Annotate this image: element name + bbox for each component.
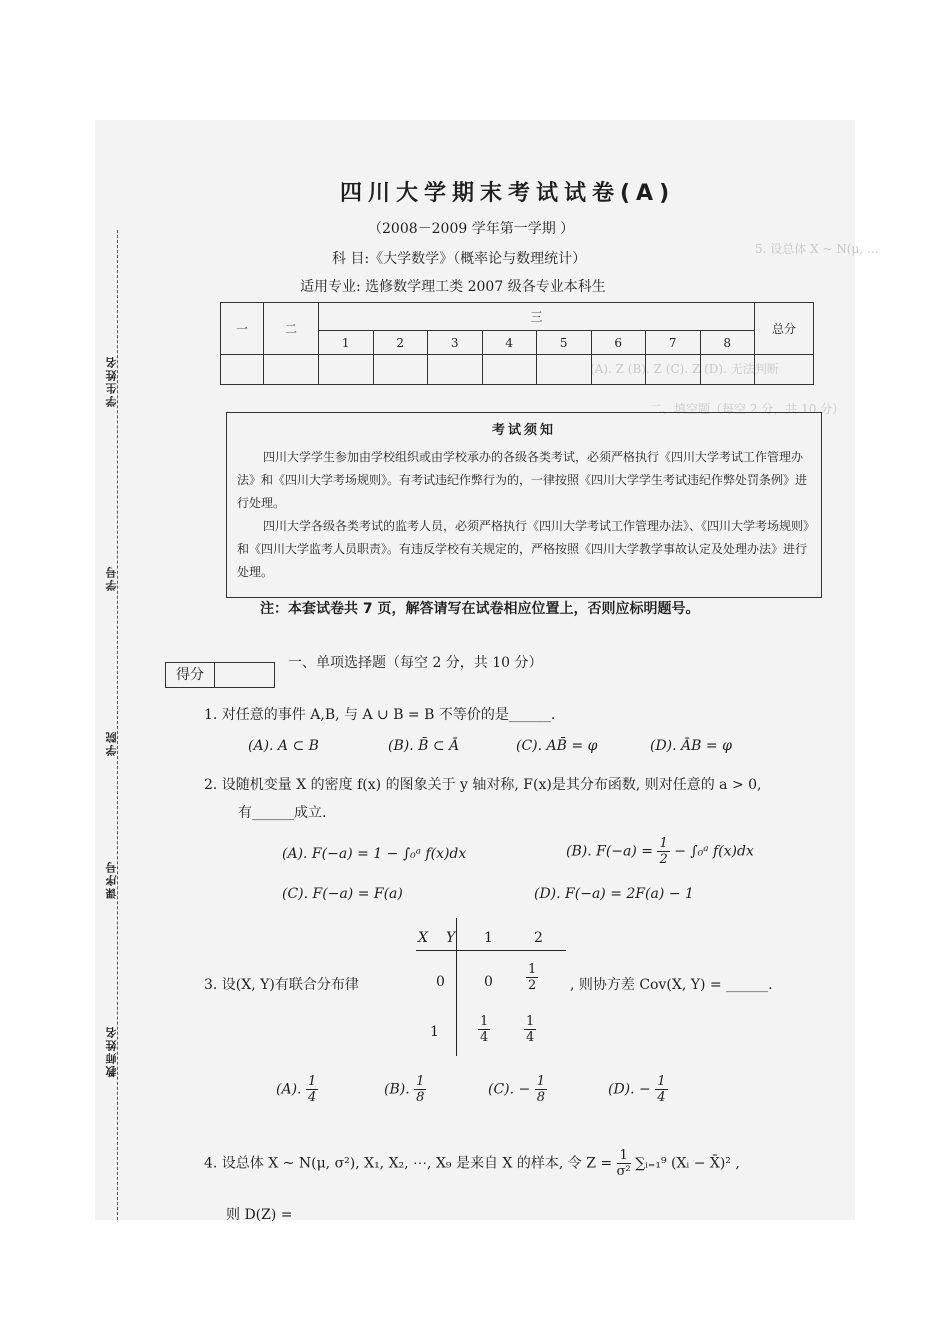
score-cell[interactable] (755, 355, 814, 385)
frac-num: 1 (617, 1148, 631, 1164)
score-sub-3: 3 (428, 331, 483, 355)
q2-option-b-post: − ∫₀ᵃ f(x)dx (674, 843, 754, 860)
dist-col-2: 2 (534, 930, 543, 946)
score-cell[interactable] (700, 355, 755, 385)
dist-corner-x: X (418, 930, 428, 946)
q2-option-b-pre: (B). F(−a) = (566, 843, 654, 860)
q3-option-a (276, 1074, 318, 1105)
score-col-1: 一 (221, 303, 264, 355)
q4-stem-text: 4. 设总体 X ~ N(μ, σ²), X₁, X₂, ⋯, X₉ 是来自 X 的样本, 令 Z = (204, 1155, 613, 1172)
exam-subject: 科 目:《大学数学》（概率论与数理统计） (332, 251, 587, 267)
frac-num: 1 (416, 1074, 425, 1089)
dist-col-1: 1 (484, 930, 493, 946)
q2-stem-cont: 有______成立. (238, 805, 327, 821)
frac-den: 8 (416, 1090, 425, 1105)
q4-stem (204, 1148, 740, 1179)
q2-option-b-frac (657, 836, 669, 867)
q1-option-b: (B). B̄ ⊂ Ā (388, 738, 460, 754)
section-score-input[interactable] (215, 663, 274, 687)
q4-stem-cont: 则 D(Z) = (226, 1207, 293, 1223)
q3-option-b (384, 1074, 426, 1105)
frac-den: 4 (526, 1030, 535, 1045)
q2-option-d: (D). F(−a) = 2F(a) − 1 (534, 886, 694, 902)
frac-num: 1 (659, 836, 668, 851)
q2-stem: 2. 设随机变量 X 的密度 f(x) 的图象关于 y 轴对称, F(x)是其分布函数, 则对任意的 a > 0, (204, 777, 762, 793)
score-sub-5: 5 (537, 331, 592, 355)
q2-option-c: (C). F(−a) = F(a) (282, 886, 403, 902)
section-score-label: 得分 (166, 663, 215, 687)
dist-vertical-line (456, 918, 457, 1056)
frac-num: 1 (307, 1074, 317, 1089)
section-title: 一、单项选择题（每空 2 分，共 10 分） (288, 655, 543, 671)
exam-major: 适用专业: 选修数学理工类 2007 级各专业本科生 (300, 279, 606, 295)
dist-cell-1-2 (524, 1014, 536, 1045)
score-sub-8: 8 (700, 331, 755, 355)
option-label: (C). − (488, 1081, 531, 1098)
score-sub-4: 4 (482, 331, 537, 355)
dist-corner-y: Y (446, 930, 456, 946)
score-sub-2: 2 (373, 331, 428, 355)
q3-stem: 3. 设(X, Y)有联合分布律 (204, 977, 359, 993)
q1-option-d: (D). ĀB = φ (650, 738, 732, 754)
option-label: (B). (384, 1081, 410, 1098)
college-label: 学院 (105, 730, 118, 756)
frac-num: 1 (526, 1014, 535, 1029)
bleed-text-3: 二、填空题（每空 2 分，共 10 分） (650, 402, 845, 416)
notice-title: 考试须知 (491, 423, 556, 438)
dist-cell-0-1: 0 (484, 974, 493, 990)
score-col-2: 二 (264, 303, 319, 355)
section-score-box (165, 662, 275, 688)
frac-den: 2 (659, 852, 668, 867)
option-label: (D). − (608, 1081, 651, 1098)
option-label: (A). (276, 1081, 302, 1098)
score-cell[interactable] (373, 355, 428, 385)
frac-den: 8 (536, 1090, 546, 1105)
student-name-label: 学生姓名 (105, 355, 118, 407)
frac-den: 4 (480, 1030, 489, 1045)
exam-title: 四川大学期末考试试卷(A) (340, 181, 676, 206)
q2-option-b (566, 836, 754, 867)
score-col-3: 三 (319, 303, 755, 331)
q3-option-d (608, 1074, 668, 1105)
frac-den: σ² (616, 1164, 631, 1179)
q1-stem: 1. 对任意的事件 A,B, 与 A ∪ B = B 不等价的是______. (204, 707, 556, 723)
q2-option-a: (A). F(−a) = 1 − ∫₀ᵃ f(x)dx (282, 846, 467, 862)
dist-cell-0-2 (526, 962, 538, 993)
frac-num: 1 (657, 1074, 666, 1089)
notice-paragraph-1: 四川大学学生参加由学校组织或由学校承办的各级各类考试，必须严格执行《四川大学考试工作管理办法》和《四川大学考场规则》。有考试违纪作弊行为的，一律按照《四川大学学生考试违纪作弊处罚条例》进行处理。 (237, 450, 808, 510)
dist-row-0: 0 (436, 974, 445, 990)
score-table (220, 302, 814, 385)
teacher-name-label: 教师姓名 (105, 1025, 118, 1077)
dist-horizontal-line (416, 950, 566, 951)
score-cell[interactable] (264, 355, 319, 385)
frac-den: 4 (657, 1090, 666, 1105)
exam-notice (226, 412, 822, 598)
frac-num: 1 (536, 1074, 546, 1089)
dist-row-1: 1 (430, 1024, 439, 1040)
score-cell[interactable] (319, 355, 374, 385)
course-no-label: 课序号 (105, 860, 118, 899)
q1-option-a: (A). A ⊂ B (248, 738, 319, 754)
notice-paragraph-2: 四川大学各级各类考试的监考人员，必须严格执行《四川大学考试工作管理办法》、《四川大学考场规则》和《四川大学监考人员职责》。有违反学校有关规定的，严格按照《四川大学教学事故认定及处理办法》进行处理。 (237, 519, 810, 579)
frac-num: 1 (480, 1014, 489, 1029)
exam-term: （2008－2009 学年第一学期 ） (368, 221, 575, 237)
score-cell[interactable] (428, 355, 483, 385)
bleed-text-1: 5. 设总体 X ~ N(μ, … (755, 242, 879, 256)
exam-note: 注：本套试卷共 7 页，解答请写在试卷相应位置上，否则应标明题号。 (260, 601, 700, 617)
score-sub-7: 7 (646, 331, 701, 355)
score-cell[interactable] (537, 355, 592, 385)
q3-option-c (488, 1074, 547, 1105)
score-sub-1: 1 (319, 331, 374, 355)
score-total: 总分 (755, 303, 814, 355)
score-cell[interactable] (482, 355, 537, 385)
frac-den: 4 (307, 1090, 317, 1105)
q1-option-c: (C). AB̄ = φ (516, 738, 598, 754)
dist-cell-1-1 (478, 1014, 490, 1045)
q4-sum: ∑ᵢ₌₁⁹ (Xᵢ − X̄)² , (635, 1155, 740, 1172)
score-cell[interactable] (646, 355, 701, 385)
score-cell[interactable] (221, 355, 264, 385)
score-sub-6: 6 (591, 331, 646, 355)
frac-den: 2 (528, 978, 537, 993)
student-id-label: 学号 (105, 565, 118, 591)
q3-cov: , 则协方差 Cov(X, Y) = ______. (570, 977, 773, 993)
bleed-text-2: (A). Z (B). Z (C). Z (D). 无法判断 (590, 362, 779, 376)
frac-num: 1 (528, 962, 537, 977)
score-cell[interactable] (591, 355, 646, 385)
